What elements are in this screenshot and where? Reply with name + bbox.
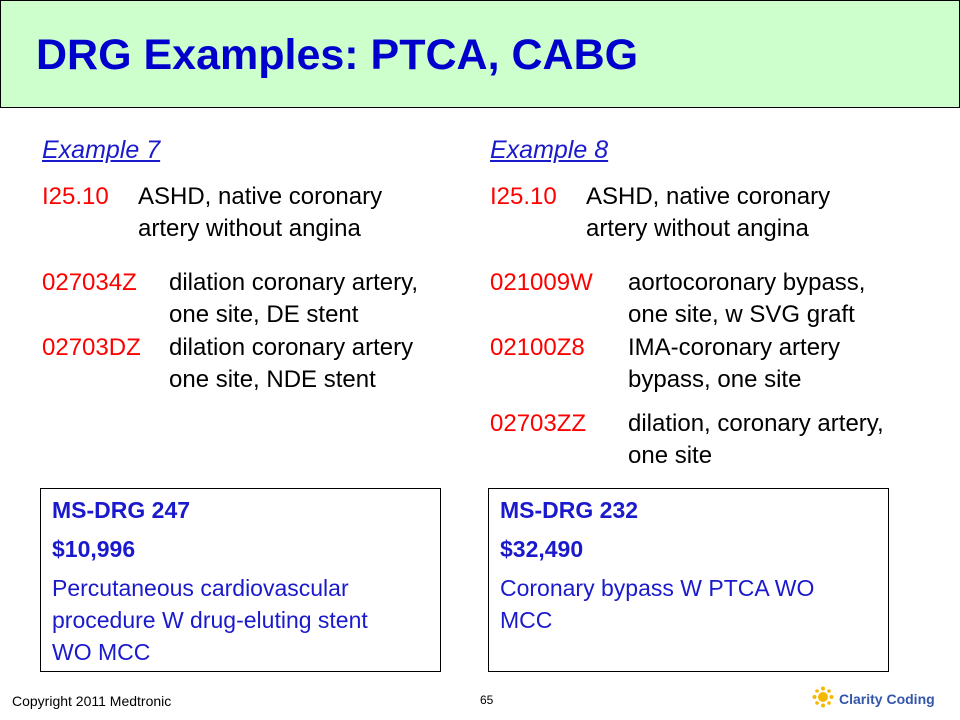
drg-amount: $10,996 bbox=[52, 536, 136, 562]
code-description: dilation, coronary artery, one site bbox=[628, 410, 884, 469]
drg-box-example-7 bbox=[40, 488, 441, 672]
page-number: 65 bbox=[480, 693, 494, 707]
drg-box-example-8 bbox=[488, 488, 889, 672]
code-label: 02100Z8 bbox=[490, 334, 585, 361]
title-bar bbox=[0, 0, 960, 108]
code-label: I25.10 bbox=[42, 183, 109, 210]
clarity-coding-logo bbox=[812, 686, 940, 712]
code-label: 02703DZ bbox=[42, 334, 141, 361]
drg-amount: $32,490 bbox=[500, 536, 584, 562]
sun-icon bbox=[812, 686, 834, 713]
drg-number: MS-DRG 247 bbox=[52, 497, 191, 523]
code-label: 021009W bbox=[490, 269, 593, 296]
slide-title: DRG Examples: PTCA, CABG bbox=[36, 31, 639, 79]
drg-description: Percutaneous cardiovascular procedure W drug-eluting stent WO MCC bbox=[52, 575, 368, 665]
example-8-heading: Example 8 bbox=[490, 136, 609, 164]
drg-number: MS-DRG 232 bbox=[500, 497, 639, 523]
code-description: dilation coronary artery one site, NDE stent bbox=[169, 334, 414, 393]
code-description: ASHD, native coronary artery without angina bbox=[138, 183, 383, 242]
logo-text: Clarity Coding bbox=[839, 691, 935, 707]
code-label: I25.10 bbox=[490, 183, 557, 210]
copyright-text: Copyright 2011 Medtronic bbox=[12, 693, 172, 709]
code-description: IMA-coronary artery bypass, one site bbox=[628, 334, 841, 393]
code-description: ASHD, native coronary artery without angina bbox=[586, 183, 831, 242]
code-description: aortocoronary bypass, one site, w SVG graft bbox=[628, 269, 866, 328]
code-label: 027034Z bbox=[42, 269, 137, 296]
drg-description: Coronary bypass W PTCA WO MCC bbox=[500, 575, 815, 633]
code-description: dilation coronary artery, one site, DE stent bbox=[169, 269, 418, 328]
code-label: 02703ZZ bbox=[490, 410, 587, 437]
example-7-heading: Example 7 bbox=[42, 136, 161, 164]
